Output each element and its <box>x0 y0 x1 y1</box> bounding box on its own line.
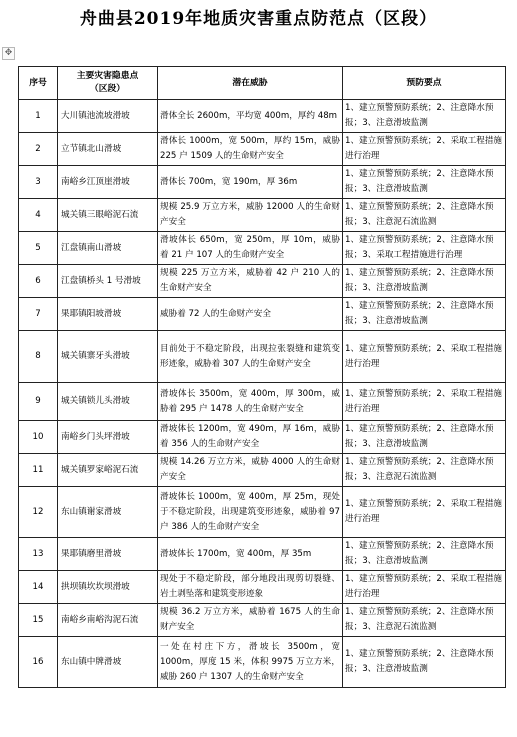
cell-location: 南峪乡南峪沟泥石流 <box>58 604 158 637</box>
cell-prevention: 1、建立预警预防系统；2、注意降水预报；3、注意滑坡监测 <box>343 265 506 298</box>
cell-prevention: 1、建立预警预防系统；2、注意降水预报；3、注意泥石流监测 <box>343 604 506 637</box>
cell-no: 9 <box>19 383 58 421</box>
cell-location: 东山镇谢家滑坡 <box>58 487 158 538</box>
cell-location: 南峪乡门头坪滑坡 <box>58 421 158 454</box>
cell-threat: 现处于不稳定阶段，部分地段出现剪切裂缝、岩土剥坠落和建筑变形迹象 <box>158 571 343 604</box>
cell-threat: 滑坡体长 1700m，宽 400m，厚 35m <box>158 538 343 571</box>
cell-threat: 规模 36.2 万立方米，威胁着 1675 人的生命财产安全 <box>158 604 343 637</box>
table-row <box>19 421 506 454</box>
cell-threat: 规模 14.26 万立方米，威胁 4000 人的生命财产安全 <box>158 454 343 487</box>
cell-location: 立节镇北山滑坡 <box>58 133 158 166</box>
cell-no: 2 <box>19 133 58 166</box>
cell-location: 江盘镇桥头 1 号滑坡 <box>58 265 158 298</box>
cell-location: 城关镇三眼峪泥石流 <box>58 199 158 232</box>
cell-threat: 滑坡体长 650m，宽 250m，厚 10m，威胁着 21 户 107 人的生命财产安全 <box>158 232 343 265</box>
cell-location: 东山镇中牌滑坡 <box>58 637 158 688</box>
cell-prevention: 1、建立预警预防系统；2、注意降水预报；3、注意滑坡监测 <box>343 538 506 571</box>
cell-prevention: 1、建立预警预防系统；2、采取工程措施进行治理 <box>343 331 506 383</box>
cell-prevention: 1、建立预警预防系统；2、采取工程措施进行治理 <box>343 383 506 421</box>
table-row <box>19 199 506 232</box>
cell-no: 10 <box>19 421 58 454</box>
cell-threat: 滑体长 1000m，宽 500m，厚约 15m，威胁 225 户 1509 人的生命财产安全 <box>158 133 343 166</box>
cell-prevention: 1、建立预警预防系统；2、注意降水预报；3、注意滑坡监测 <box>343 421 506 454</box>
cell-prevention: 1、建立预警预防系统；2、注意降水预报；3、注意滑坡监测 <box>343 166 506 199</box>
cell-prevention: 1、建立预警预防系统；2、注意降水预报；3、采取工程措施进行治理 <box>343 232 506 265</box>
cell-threat: 威胁着 72 人的生命财产安全 <box>158 298 343 331</box>
cell-threat: 滑体长 700m，宽 190m，厚 36m <box>158 166 343 199</box>
cell-no: 3 <box>19 166 58 199</box>
cell-location: 城关镇寨牙头滑坡 <box>58 331 158 383</box>
table-row <box>19 454 506 487</box>
table-row <box>19 298 506 331</box>
cell-location: 城关镇锁儿头滑坡 <box>58 383 158 421</box>
table-row <box>19 265 506 298</box>
cell-prevention: 1、建立预警预防系统；2、注意降水预报；3、注意滑坡监测 <box>343 100 506 133</box>
table-header-row <box>19 67 506 100</box>
cell-no: 13 <box>19 538 58 571</box>
cell-location: 南峪乡江顶崖滑坡 <box>58 166 158 199</box>
cell-prevention: 1、建立预警预防系统；2、注意降水预报；3、注意泥石流监测 <box>343 454 506 487</box>
cell-location: 城关镇罗家峪泥石流 <box>58 454 158 487</box>
cell-threat: 滑坡体长 1000m，宽 400m，厚 25m，现处于不稳定阶段，出现建筑变形迹象，威胁着 97 户 386 人的生命财产安全 <box>158 487 343 538</box>
cell-threat: 滑坡体长 1200m，宽 490m，厚 16m，威胁着 356 人的生命财产安全 <box>158 421 343 454</box>
table-row <box>19 331 506 383</box>
table-row <box>19 100 506 133</box>
cell-no: 11 <box>19 454 58 487</box>
cell-prevention: 1、建立预警预防系统；2、注意降水预报；3、注意滑坡监测 <box>343 298 506 331</box>
cell-no: 12 <box>19 487 58 538</box>
cell-no: 15 <box>19 604 58 637</box>
page-title: 舟曲县2019年地质灾害重点防范点（区段） <box>79 9 438 29</box>
hazard-table <box>18 66 506 688</box>
cell-prevention: 1、建立预警预防系统；2、注意降水预报；3、注意滑坡监测 <box>343 637 506 688</box>
cell-threat: 规模 25.9 万立方米，威胁 12000 人的生命财产安全 <box>158 199 343 232</box>
cell-no: 7 <box>19 298 58 331</box>
table-row <box>19 487 506 538</box>
table-move-handle-icon[interactable]: ✥ <box>2 47 15 60</box>
cell-prevention: 1、建立预警预防系统；2、采取工程措施进行治理 <box>343 487 506 538</box>
cell-location: 大川镇池流坡滑坡 <box>58 100 158 133</box>
header-prevention: 预防要点 <box>343 67 506 100</box>
cell-no: 16 <box>19 637 58 688</box>
cell-no: 1 <box>19 100 58 133</box>
cell-threat: 目前处于不稳定阶段，出现拉张裂缝和建筑变形迹象，威胁着 307 人的生命财产安全 <box>158 331 343 383</box>
cell-prevention: 1、建立预警预防系统；2、采取工程措施进行治理 <box>343 133 506 166</box>
table-row <box>19 604 506 637</box>
cell-threat: 滑体全长 2600m，平均宽 400m，厚约 48m <box>158 100 343 133</box>
table-row <box>19 383 506 421</box>
table-row <box>19 133 506 166</box>
cell-location: 果耶镇阳坡滑坡 <box>58 298 158 331</box>
cell-no: 14 <box>19 571 58 604</box>
cell-no: 8 <box>19 331 58 383</box>
header-no: 序号 <box>19 67 58 100</box>
cell-location: 江盘镇南山滑坡 <box>58 232 158 265</box>
table-row <box>19 538 506 571</box>
table-row <box>19 571 506 604</box>
cell-threat: 滑坡体长 3500m，宽 400m，厚 300m，威胁着 295 户 1478 人的生命财产安全 <box>158 383 343 421</box>
cell-location: 果耶镇磨里滑坡 <box>58 538 158 571</box>
cell-no: 6 <box>19 265 58 298</box>
table-row <box>19 637 506 688</box>
cell-threat: 规模 225 万立方米，威胁着 42 户 210 人的生命财产安全 <box>158 265 343 298</box>
cell-threat: 一处在村庄下方，滑坡长 3500m，宽 1000m，厚度 15 米，体积 9975 万立方米，威胁 260 户 1307 人的生命财产安全 <box>158 637 343 688</box>
cell-no: 5 <box>19 232 58 265</box>
table-row <box>19 232 506 265</box>
cell-prevention: 1、建立预警预防系统；2、采取工程措施进行治理 <box>343 571 506 604</box>
cell-location: 拱坝镇坎坎坝滑坡 <box>58 571 158 604</box>
table-row <box>19 166 506 199</box>
header-location: 主要灾害隐患点 （区段） <box>58 67 158 100</box>
cell-prevention: 1、建立预警预防系统；2、注意降水预报；3、注意泥石流监测 <box>343 199 506 232</box>
header-threat: 潜在威胁 <box>158 67 343 100</box>
cell-no: 4 <box>19 199 58 232</box>
